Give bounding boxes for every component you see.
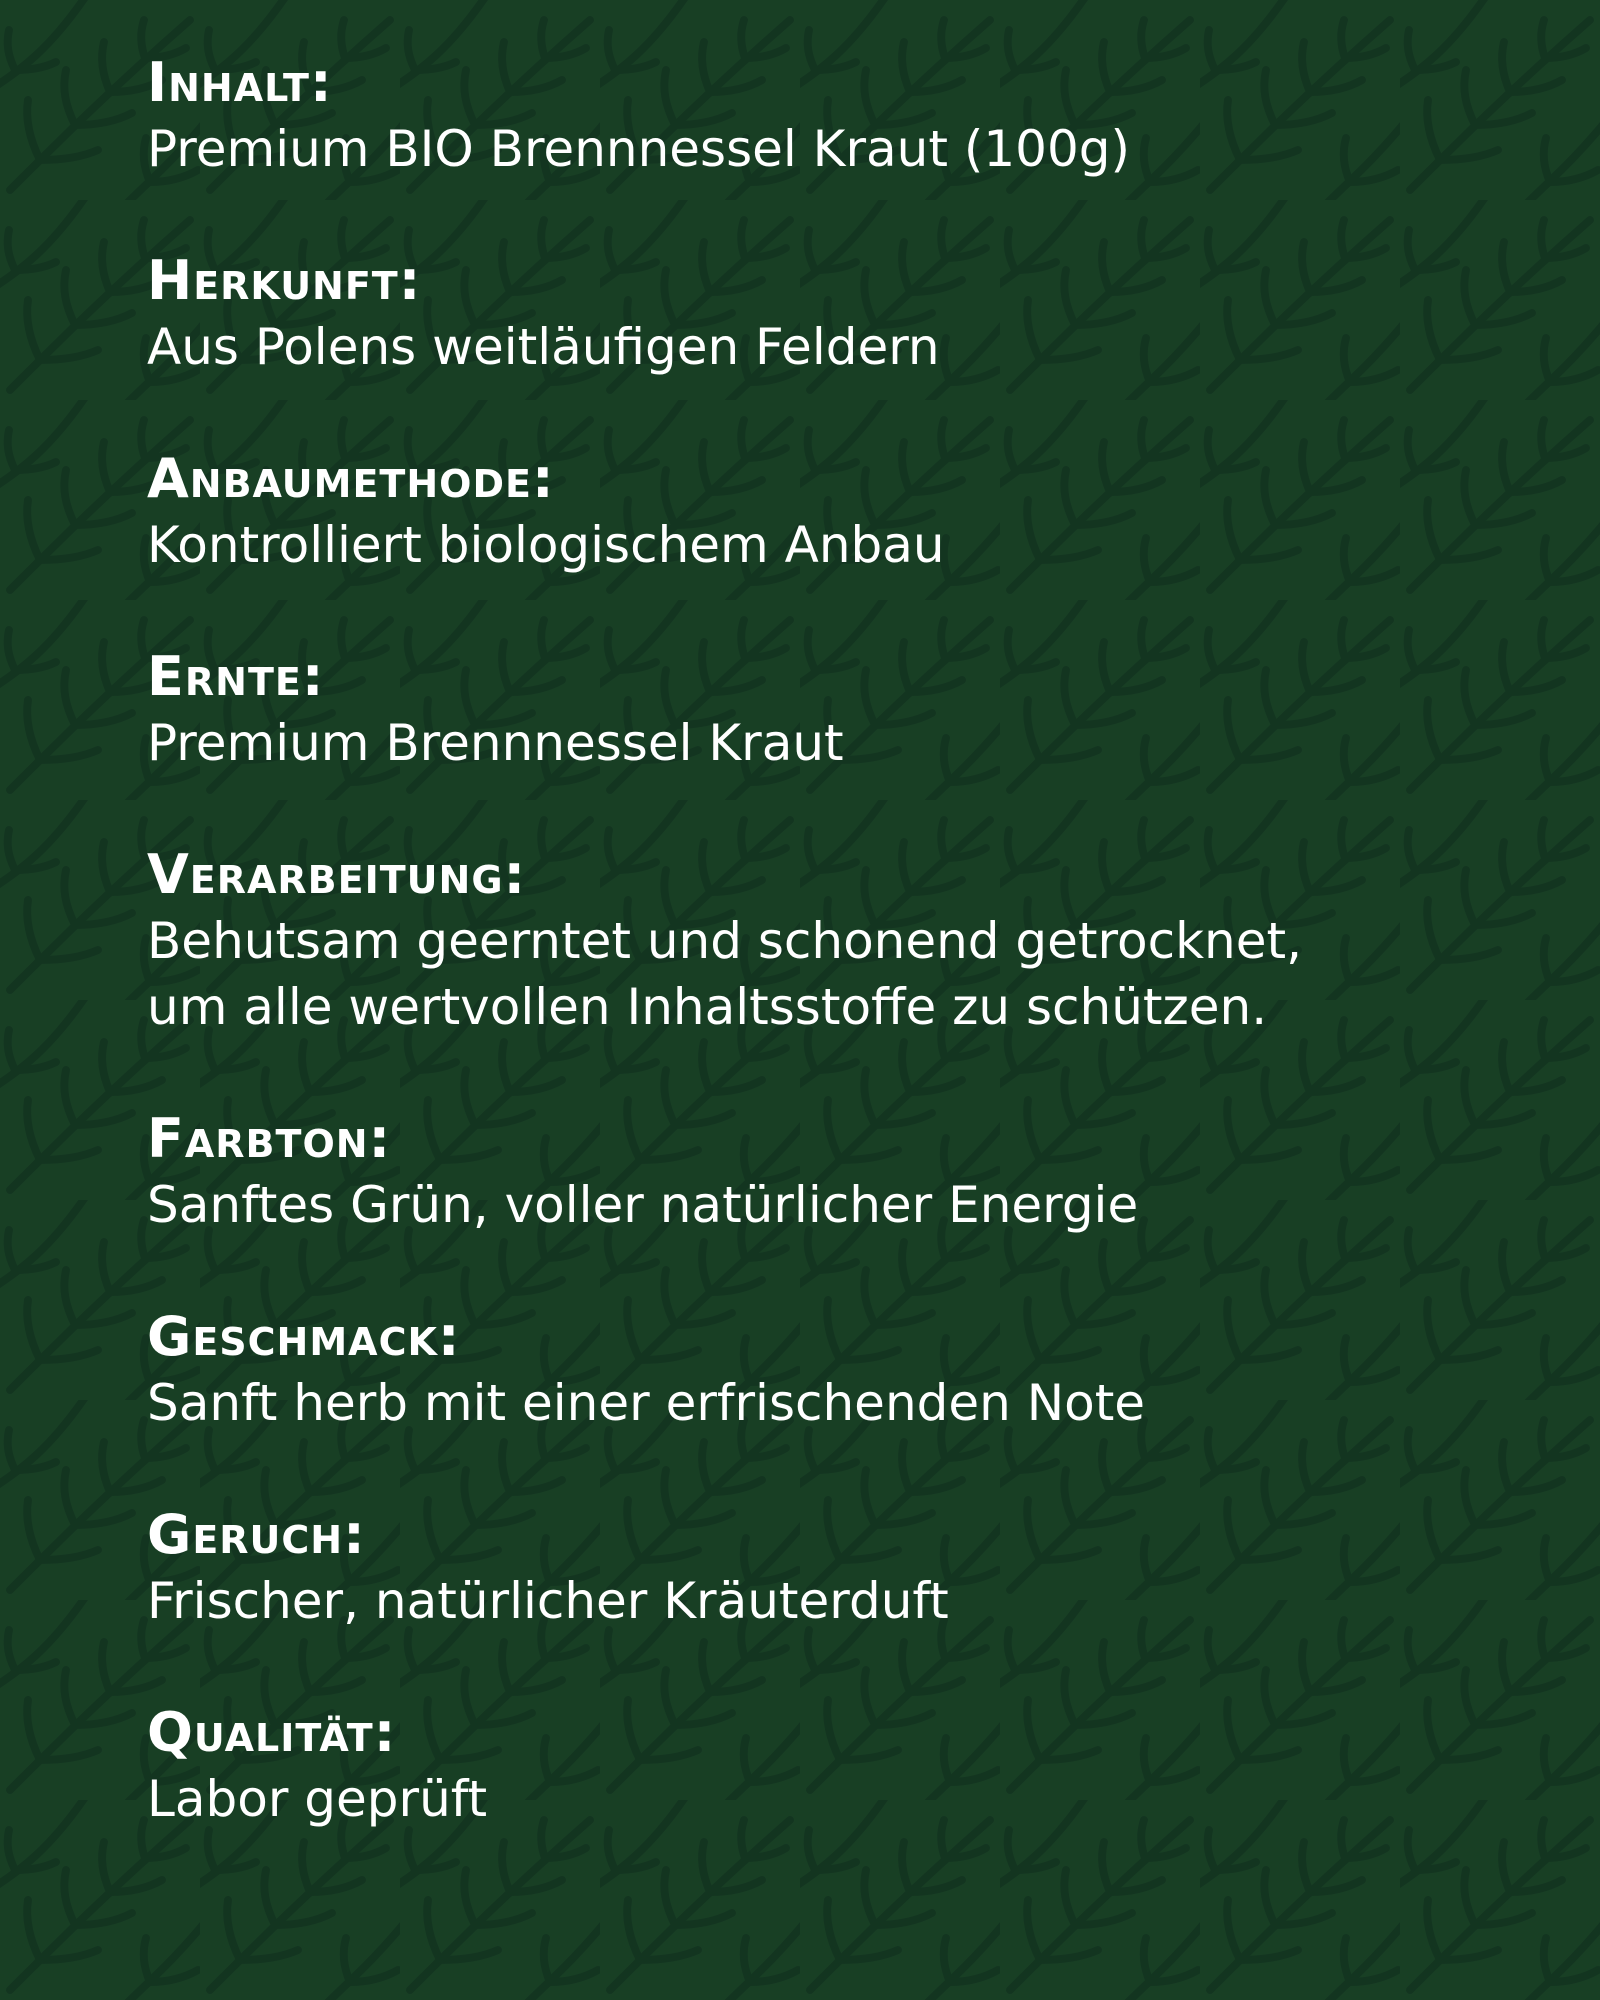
section-geruch <box>147 1502 1547 1634</box>
section-heading: Anbaumethode: <box>147 447 555 510</box>
section-heading: Geschmack: <box>147 1305 461 1368</box>
section-heading: Farbton: <box>147 1107 392 1170</box>
section-anbaumethode <box>147 446 1547 578</box>
section-value: Sanftes Grün, voller natürlicher Energie <box>147 1176 1139 1234</box>
section-value: Sanft herb mit einer erfrischenden Note <box>147 1374 1146 1432</box>
section-heading: Herkunft: <box>147 249 422 312</box>
section-heading: Verarbeitung: <box>147 843 527 906</box>
section-qualitaet <box>147 1700 1547 1832</box>
section-value: Premium Brennnessel Kraut <box>147 714 844 772</box>
section-farbton <box>147 1106 1547 1238</box>
section-value: Labor geprüft <box>147 1770 488 1828</box>
section-verarbeitung <box>147 842 1547 1040</box>
section-heading: Ernte: <box>147 645 325 708</box>
section-heading: Qualität: <box>147 1701 397 1764</box>
section-heading: Inhalt: <box>147 51 333 114</box>
section-heading: Geruch: <box>147 1503 366 1566</box>
section-value: Premium BIO Brennnessel Kraut (100g) <box>147 120 1131 178</box>
section-inhalt <box>147 50 1547 182</box>
section-value: Kontrolliert biologischem Anbau <box>147 516 945 574</box>
section-ernte <box>147 644 1547 776</box>
section-geschmack <box>147 1304 1547 1436</box>
section-value: Frischer, natürlicher Kräuterduft <box>147 1572 949 1630</box>
section-herkunft <box>147 248 1547 380</box>
section-value: Behutsam geerntet und schonend getrocknet, um alle wertvollen Inhaltsstoffe zu schützen. <box>147 912 1302 1036</box>
section-value: Aus Polens weitläufigen Feldern <box>147 318 940 376</box>
